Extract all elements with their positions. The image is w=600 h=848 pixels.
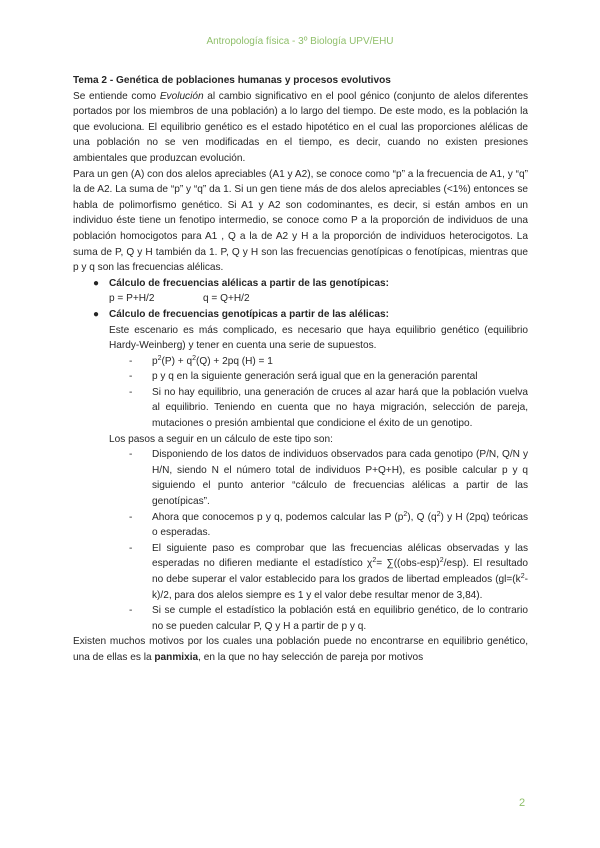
assumption-item — [73, 369, 528, 385]
dash-icon: - — [129, 386, 133, 398]
step-item — [73, 447, 528, 509]
page-header: Antropología física - 3º Biología UPV/EHU — [206, 36, 394, 47]
bullet-heading: Cálculo de frecuencias alélicas a partir de las genotípicas: — [109, 277, 389, 289]
text: El siguiente paso es comprobar que las frecuencias alélicas observadas y las esperadas no difieren mediante el estadístico χ — [152, 542, 528, 570]
bullet-item — [73, 307, 528, 323]
step-text — [152, 510, 528, 541]
steps-intro: Los pasos a seguir en un cálculo de este tipo son: — [109, 433, 333, 445]
text: ), Q (q — [407, 511, 437, 523]
formula-line — [73, 291, 528, 307]
text: ) y H (2pq) teóricas o esperadas. — [152, 511, 528, 539]
text: = ∑((obs-esp) — [376, 558, 440, 570]
text: -k)/2, para dos alelos siempre es 1 y el valor debe resultar menor de 3,84). — [152, 574, 528, 601]
superscript: 2 — [157, 354, 162, 362]
bullet-icon: ● — [92, 308, 99, 320]
dash-icon: - — [129, 542, 133, 554]
assumption-item — [73, 385, 528, 432]
text: Se entiende como — [73, 90, 160, 102]
step-text: Disponiendo de los datos de individuos observados para cada genotipo (P/N, Q/N y H/N, siendo N el número total de individuos P+Q+H), es posible calcular p y q siguiendo el punto anterior “cálculo de frecuencias alélicas a partir de las genotípicas”. — [152, 449, 528, 508]
document-body — [73, 73, 528, 666]
dash-icon: - — [129, 511, 133, 523]
formula-q: q = Q+H/2 — [203, 293, 250, 305]
superscript: 2 — [192, 354, 197, 362]
dash-icon: - — [129, 605, 133, 617]
step-item — [73, 541, 528, 603]
text: (P) + q — [161, 355, 193, 367]
text: , en la que no hay selección de pareja por motivos — [198, 651, 424, 663]
dash-icon: - — [129, 371, 133, 383]
assumption-text: Si no hay equilibrio, una generación de cruces al azar hará que la población vuelva al equilibrio. Teniendo en cuenta que no haya migración, selección de pareja, mutaciones o presión ambiental que condicione el éxito de un genotipo. — [152, 386, 528, 430]
paragraph-evolution — [73, 89, 528, 167]
superscript: 2 — [403, 510, 408, 518]
dash-icon: - — [129, 355, 133, 367]
step-item — [73, 510, 528, 541]
section-title: Tema 2 - Genética de poblaciones humanas y procesos evolutivos — [73, 75, 391, 86]
assumption-formula — [152, 354, 528, 370]
bold-term: panmixia — [154, 651, 199, 663]
bullet-item — [73, 276, 528, 292]
step-text: Si se cumple el estadístico la población está en equilibrio genético, de lo contrario no se pueden calcular P, Q y H a partir de p y q. — [152, 605, 528, 632]
italic-term: Evolución — [159, 90, 204, 102]
paragraph-panmixia — [73, 634, 528, 665]
page-number: 2 — [519, 797, 526, 809]
superscript: 2 — [520, 573, 525, 580]
superscript: 2 — [372, 557, 377, 565]
text: Ahora que conocemos p y q, podemos calcular las P (p — [152, 511, 404, 523]
step-item — [73, 603, 528, 634]
formula-p: p = P+H/2 — [109, 293, 155, 305]
assumption-text: p y q en la siguiente generación será igual que en la generación parental — [152, 371, 478, 383]
assumption-item — [73, 354, 528, 370]
text: (Q) + 2pq (H) = 1 — [196, 355, 273, 367]
dash-icon: - — [129, 449, 133, 461]
step-text — [152, 541, 528, 603]
bullet-heading: Cálculo de frecuencias genotípicas a partir de las alélicas: — [109, 308, 389, 320]
superscript: 2 — [436, 510, 441, 518]
superscript: 2 — [439, 557, 444, 565]
text: Existen muchos motivos por los cuales una población puede no encontrarse en equilibrio genético, una de ellas es la — [73, 636, 528, 663]
text: al cambio significativo en el pool génico (conjunto de alelos diferentes portados por los miembros de una población) a lo largo del tiempo. De este modo, es la población la que evoluciona. El equilibrio genético es el estado hipotético en el cual las proporciones alélicas de una población no se ven modificadas en el tiempo, es decir, cuando no existen presiones ambientales que produzcan evolución. — [73, 90, 529, 164]
text: /esp). El resultado no debe superar el valor establecido para los grados de libertad empleados (gl=(k — [152, 558, 529, 585]
paragraph-scenario: Este escenario es más complicado, es necesario que haya equilibrio genético (equilibrio Hardy-Weinberg) y tener en cuenta una serie de supuestos. — [109, 324, 528, 352]
bullet-icon: ● — [92, 277, 99, 289]
paragraph-frequencies: Para un gen (A) con dos alelos apreciables (A1 y A2), se conoce como “p” a la frecuencia de A1, y “q” la de A2. La suma de “p” y “q” da 1. Si un gen tiene más de dos alelos apreciables (<1%) entonces se habla de polimorfismo genético. Si A1 y A2 son codominantes, es decir, si están ambos en un individuo éste tiene un fenotipo intermedio, se conoce como P a la proporción de individuos de una población homocigotos para A1 , Q a la de A2 y H a la proporción de individuos heterocigotos. La suma de P, Q y H también da 1. P, Q y H son las frecuencias genotípicas o fenotípicas, mientras que p y q son las frecuencias alélicas. — [73, 168, 528, 274]
text: p — [152, 355, 158, 367]
